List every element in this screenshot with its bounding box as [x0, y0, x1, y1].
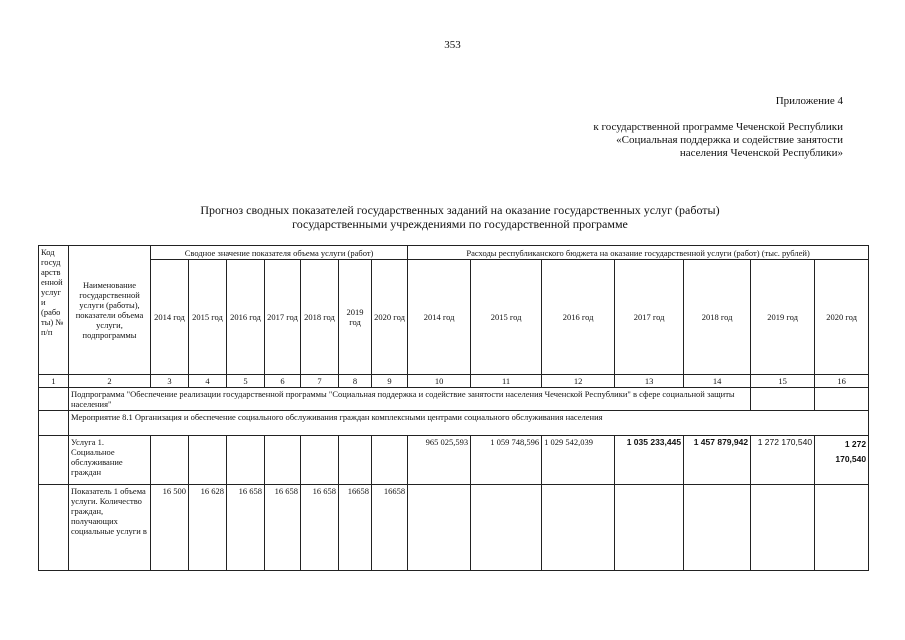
service-expense: 1 035 233,445 [615, 436, 684, 485]
header-expense-year: 2018 год [684, 260, 751, 375]
header-expense-year: 2017 год [615, 260, 684, 375]
service-expense: 1 272 170,540 [815, 436, 869, 485]
empty-cell [301, 436, 339, 485]
service-expense: 1 029 542,039 [542, 436, 615, 485]
header-volume-year: 2015 год [189, 260, 227, 375]
column-number: 12 [542, 375, 615, 388]
empty-cell [615, 485, 684, 571]
document-title-line: государственными учреждениями по государственной программе [292, 217, 628, 231]
empty-cell [189, 436, 227, 485]
document-title-line: Прогноз сводных показателей государственных заданий на оказание государственных услуг (работы) [200, 203, 720, 217]
indicator-value: 16 658 [227, 485, 265, 571]
header-volume-year: 2018 год [301, 260, 339, 375]
header-years-row [39, 260, 869, 375]
indicator-value: 16658 [372, 485, 408, 571]
header-expense-group: Расходы республиканского бюджета на оказание государственной услуги (работ) (тыс. рублей) [408, 246, 869, 260]
empty-cell [151, 436, 189, 485]
indicator-name: Показатель 1 объема услуги. Количество граждан, получающих социальные услуги в [69, 485, 151, 571]
service-expense: 965 025,593 [408, 436, 471, 485]
header-expense-year: 2020 год [815, 260, 869, 375]
column-number: 14 [684, 375, 751, 388]
column-number: 3 [151, 375, 189, 388]
header-volume-year: 2019 год [339, 260, 372, 375]
column-number: 13 [615, 375, 684, 388]
column-number: 11 [471, 375, 542, 388]
header-expense-year: 2016 год [542, 260, 615, 375]
empty-cell [39, 436, 69, 485]
empty-cell [265, 436, 301, 485]
header-expense-year: 2014 год [408, 260, 471, 375]
header-expense-year: 2019 год [751, 260, 815, 375]
page-number: 353 [444, 39, 461, 51]
event-cell: Мероприятие 8.1 Организация и обеспечение социального обслуживания граждан комплексными центрами социального обслуживания населения [69, 411, 869, 436]
appendix-line: «Социальная поддержка и содействие занятости [616, 134, 843, 146]
empty-cell [751, 485, 815, 571]
indicator-value: 16 628 [189, 485, 227, 571]
header-volume-year: 2014 год [151, 260, 189, 375]
appendix-title: Приложение 4 [775, 95, 843, 107]
empty-cell [39, 411, 69, 436]
column-number: 16 [815, 375, 869, 388]
service-row [39, 436, 869, 485]
indicator-row [39, 485, 869, 571]
empty-cell [684, 485, 751, 571]
empty-cell [815, 388, 869, 411]
column-number: 6 [265, 375, 301, 388]
column-number: 15 [751, 375, 815, 388]
header-name: Наименование государственной услуги (работы), показатели объема услуги, подпрограммы [69, 246, 151, 375]
header-expense-year: 2015 год [471, 260, 542, 375]
empty-cell [751, 388, 815, 411]
column-number: 1 [39, 375, 69, 388]
header-volume-year: 2017 год [265, 260, 301, 375]
header-volume-year: 2016 год [227, 260, 265, 375]
empty-cell [39, 388, 69, 411]
empty-cell [339, 436, 372, 485]
empty-cell [542, 485, 615, 571]
service-expense: 1 457 879,942 [684, 436, 751, 485]
header-group-row [39, 246, 869, 260]
service-name: Услуга 1. Социальное обслуживание граждан [69, 436, 151, 485]
forecast-table [38, 245, 869, 571]
column-number: 8 [339, 375, 372, 388]
column-number: 9 [372, 375, 408, 388]
column-number: 4 [189, 375, 227, 388]
header-code: Код госуд арств енной услуг и (рабо ты) № п/п [39, 246, 69, 375]
empty-cell [815, 485, 869, 571]
appendix-reference [593, 121, 843, 160]
appendix-line: к государственной программе Чеченской Республики [593, 121, 843, 133]
empty-cell [39, 485, 69, 571]
column-number: 2 [69, 375, 151, 388]
document-title [120, 203, 800, 231]
subprogram-cell: Подпрограмма "Обеспечение реализации государственной программы "Социальная поддержка и содействие занятости населения Чеченской Республики" в сфере социальной защиты населения" [69, 388, 751, 411]
subprogram-row [39, 388, 869, 411]
empty-cell [408, 485, 471, 571]
empty-cell [372, 436, 408, 485]
indicator-value: 16 658 [301, 485, 339, 571]
service-expense: 1 059 748,596 [471, 436, 542, 485]
indicator-value: 16658 [339, 485, 372, 571]
column-number: 10 [408, 375, 471, 388]
appendix-line: населения Чеченской Республики» [679, 147, 843, 159]
empty-cell [471, 485, 542, 571]
column-number-row [39, 375, 869, 388]
empty-cell [227, 436, 265, 485]
service-expense: 1 272 170,540 [751, 436, 815, 485]
event-row [39, 411, 869, 436]
indicator-value: 16 658 [265, 485, 301, 571]
indicator-value: 16 500 [151, 485, 189, 571]
header-volume-year: 2020 год [372, 260, 408, 375]
header-volume-group: Сводное значение показателя объема услуги (работ) [151, 246, 408, 260]
column-number: 5 [227, 375, 265, 388]
column-number: 7 [301, 375, 339, 388]
